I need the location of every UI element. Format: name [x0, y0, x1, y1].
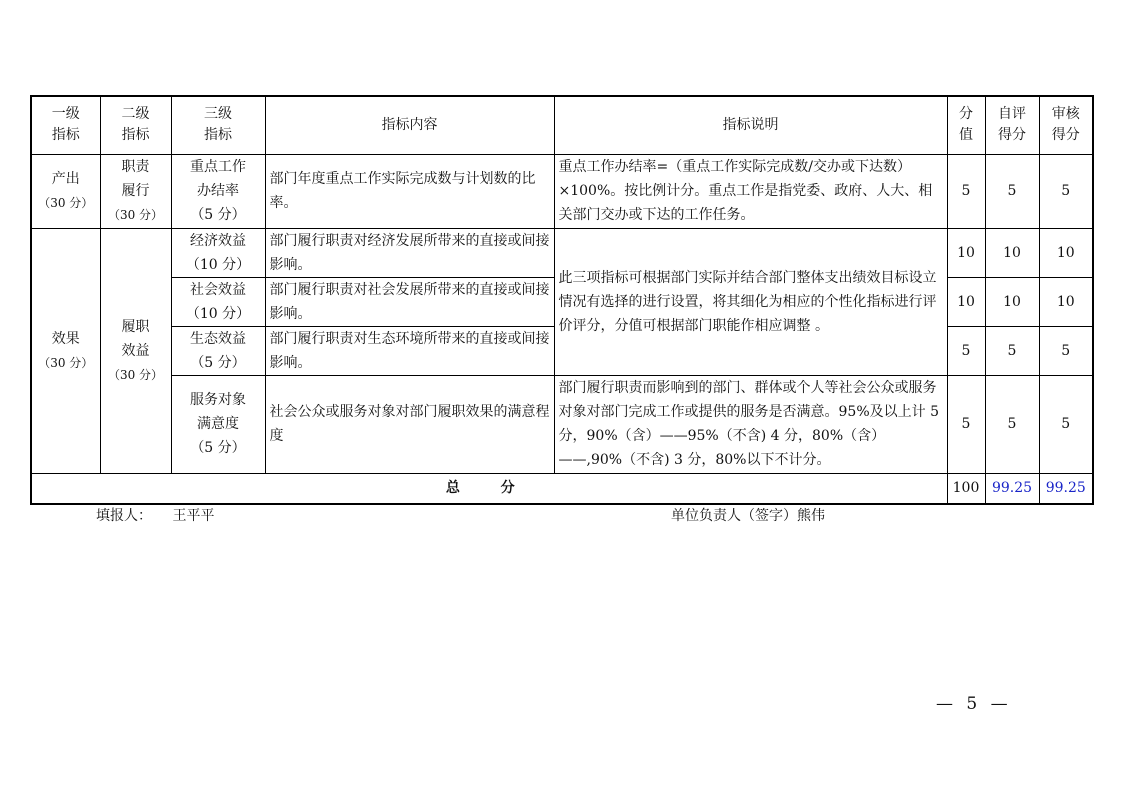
filler-signature — [96, 505, 214, 525]
output-level1: 产出 （30 分） — [31, 154, 100, 228]
table-row-total — [31, 473, 1093, 504]
eco-content: 部门履行职责对生态环境所带来的直接或间接影响。 — [265, 326, 554, 375]
effect-level1: 效果 （30 分） — [31, 228, 100, 473]
leader-name: 熊伟 — [797, 508, 825, 524]
effect-level2: 履职 效益 （30 分） — [100, 228, 171, 473]
evaluation-table — [30, 95, 1094, 505]
social-level3: 社会效益 （10 分） — [171, 277, 265, 326]
table-row-satisfaction — [31, 375, 1093, 473]
evaluation-table-wrapper — [30, 95, 1092, 505]
effect-shared-explain: 此三项指标可根据部门实际并结合部门整体支出绩效目标设立情况有选择的进行设置，将其细化为相应的个性化指标进行评价评分，分值可根据部门职能作相应调整 。 — [554, 228, 947, 375]
output-level2: 职责 履行 （30 分） — [100, 154, 171, 228]
header-content: 指标内容 — [265, 96, 554, 154]
satisfaction-self-score: 5 — [985, 375, 1039, 473]
filler-name: 王平平 — [172, 508, 215, 524]
leader-label: 单位负责人（签字） — [671, 508, 797, 524]
header-level1: 一级 指标 — [31, 96, 100, 154]
page-number: — 5 — — [936, 694, 1012, 714]
social-audit-score: 10 — [1039, 277, 1093, 326]
economic-audit-score: 10 — [1039, 228, 1093, 277]
header-level3: 三级 指标 — [171, 96, 265, 154]
output-self-score: 5 — [985, 154, 1039, 228]
eco-audit-score: 5 — [1039, 326, 1093, 375]
filler-label: 填报人： — [96, 508, 152, 524]
output-content: 部门年度重点工作实际完成数与计划数的比率。 — [265, 154, 554, 228]
output-level3: 重点工作 办结率 （5 分） — [171, 154, 265, 228]
satisfaction-content: 社会公众或服务对象对部门履职效果的满意程度 — [265, 375, 554, 473]
economic-self-score: 10 — [985, 228, 1039, 277]
total-self-score: 99.25 — [985, 473, 1039, 504]
economic-level3: 经济效益 （10 分） — [171, 228, 265, 277]
total-audit-score: 99.25 — [1039, 473, 1093, 504]
eco-level3: 生态效益 （5 分） — [171, 326, 265, 375]
eco-score: 5 — [947, 326, 985, 375]
satisfaction-score: 5 — [947, 375, 985, 473]
eco-self-score: 5 — [985, 326, 1039, 375]
header-score: 分 值 — [947, 96, 985, 154]
social-score: 10 — [947, 277, 985, 326]
economic-score: 10 — [947, 228, 985, 277]
economic-content: 部门履行职责对经济发展所带来的直接或间接影响。 — [265, 228, 554, 277]
satisfaction-level3: 服务对象 满意度 （5 分） — [171, 375, 265, 473]
header-audit-score: 审核 得分 — [1039, 96, 1093, 154]
satisfaction-audit-score: 5 — [1039, 375, 1093, 473]
leader-signature — [671, 505, 825, 525]
header-explain: 指标说明 — [554, 96, 947, 154]
header-row — [31, 96, 1093, 154]
total-score: 100 — [947, 473, 985, 504]
header-self-score: 自评 得分 — [985, 96, 1039, 154]
header-level2: 二级 指标 — [100, 96, 171, 154]
total-label: 总 分 — [31, 473, 947, 504]
social-content: 部门履行职责对社会发展所带来的直接或间接影响。 — [265, 277, 554, 326]
output-score: 5 — [947, 154, 985, 228]
output-audit-score: 5 — [1039, 154, 1093, 228]
table-row-output — [31, 154, 1093, 228]
output-explain: 重点工作办结率=（重点工作实际完成数/交办或下达数）×100%。按比例计分。重点工作是指党委、政府、人大、相关部门交办或下达的工作任务。 — [554, 154, 947, 228]
satisfaction-explain: 部门履行职责而影响到的部门、群体或个人等社会公众或服务对象对部门完成工作或提供的服务是否满意。95%及以上计 5 分，90%（含）——95%（不含) 4 分，80%（含）——,90%（不含) 3 分，80%以下不计分。 — [554, 375, 947, 473]
social-self-score: 10 — [985, 277, 1039, 326]
table-row-economic — [31, 228, 1093, 277]
